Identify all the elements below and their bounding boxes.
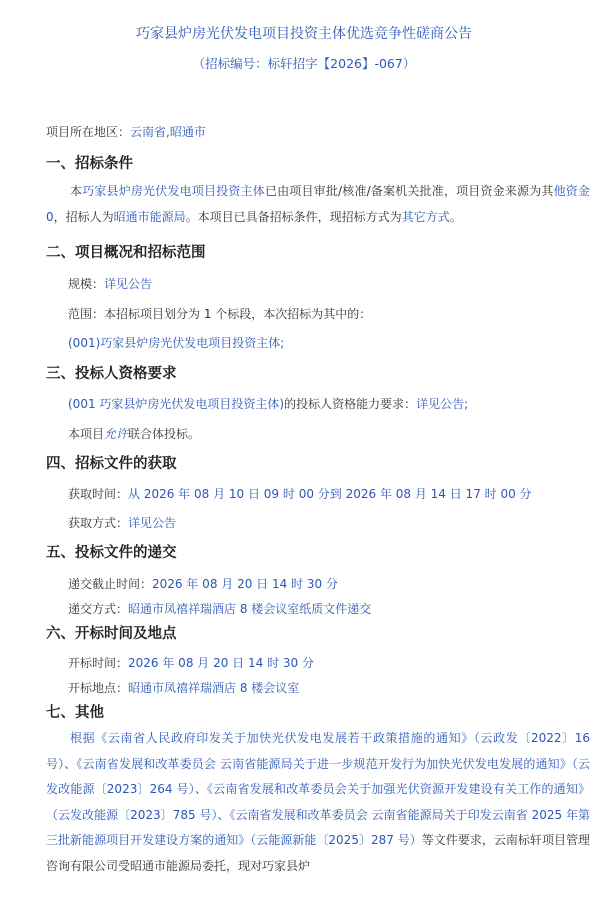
consortium-line [46, 425, 588, 443]
qualification-value: 详见公告; [416, 397, 469, 411]
scope-line: 范围：本招标项目划分为 1 个标段，本次招标为其中的： [68, 307, 372, 321]
text-run: 已由项目审批/核准/备案机关批准，项目资金来源 [264, 184, 530, 198]
scale-line [46, 275, 588, 293]
text-run: 本 [70, 184, 83, 198]
opening-time-line [46, 654, 588, 672]
section-1-paragraph [46, 179, 590, 230]
obtain-way-label: 获取方式： [68, 516, 129, 530]
section-5-heading: 五、投标文件的递交 [46, 545, 177, 561]
opening-place-value: 昭通市凤禧祥瑞酒店 8 楼会议室 [128, 681, 300, 695]
tenderer-name: 昭通市能源局 [113, 209, 186, 224]
policy-references: 根据《云南省人民政府印发关于加快光伏发电发展若干政策措施的通知》（云政发〔2022〕16 号）、《云南省发展和改革委员会 云南省能源局关于进一步规范开发行为加快光伏发电发展的通知》（云发改能源〔2023〕264 号）、《云南省发展和改革委员会关于加强光伏资源开发建设有关工作的通知》（云发改能源〔2023〕785 号）、《云南省发展和改革委员会 云南省能源局关于印发云南省 2025 年第三批新能源项目开发建设方案的通知》（云能源新能〔2025〕287 号） [46, 731, 590, 847]
text-run: 。 [449, 209, 462, 224]
section-2-heading: 二、项目概况和招标范围 [46, 245, 206, 261]
project-name: 巧家县炉房光伏发电项目投资主体 [82, 184, 265, 198]
section-4-heading: 四、招标文件的获取 [46, 456, 177, 472]
section-7-paragraph [46, 726, 590, 879]
obtain-way-line [46, 514, 588, 532]
location-value: 云南省,昭通市 [130, 125, 206, 139]
text-run: 。本项目已具备招标条件，现招标方式为 [185, 209, 402, 224]
deadline-value: 2026 年 08 月 20 日 14 时 30 分 [152, 577, 338, 591]
lot-item: (001)巧家县炉房光伏发电项目投资主体; [68, 336, 285, 350]
location-label: 项目所在地区： [46, 125, 131, 139]
opening-place-label: 开标地点： [68, 681, 129, 695]
text-run: 的投标人资格能力要求： [284, 397, 417, 411]
lot-reference: (001 巧家县炉房光伏发电项目投资主体) [68, 397, 285, 411]
text-run: 等文件要求，云南标轩项目管理咨询有限公司受昭通市能源局委托，现对巧家县炉 [46, 833, 590, 873]
section-3-heading: 三、投标人资格要求 [46, 366, 177, 382]
section-7-heading: 七、其他 [46, 705, 104, 721]
opening-time-label: 开标时间： [68, 656, 129, 670]
scale-value: 详见公告 [104, 277, 153, 291]
section-6-heading: 六、开标时间及地点 [46, 626, 177, 642]
submission-deadline-line [46, 575, 588, 593]
consortium-allowed: 允许 [104, 427, 129, 441]
opening-time-value: 2026 年 08 月 20 日 14 时 30 分 [128, 656, 314, 670]
obtain-time-line [46, 485, 588, 503]
section-1-heading: 一、招标条件 [46, 156, 133, 172]
deadline-label: 递交截止时间： [68, 577, 153, 591]
obtain-time-value: 从 2026 年 08 月 10 日 09 时 00 分到 2026 年 08 月 14 日 17 时 00 分 [128, 487, 532, 501]
qualification-line [46, 395, 588, 413]
obtain-way-value: 详见公告 [128, 516, 177, 530]
opening-place-line [46, 679, 588, 697]
notice-number: （招标编号：标轩招字【2026】-067） [192, 56, 416, 71]
submission-way-line [46, 600, 588, 618]
text-run: ，招标人为 [53, 209, 114, 224]
fund-source: 他资金 0 [46, 184, 590, 224]
tender-method: 其它方式 [401, 209, 450, 224]
submission-way-label: 递交方式： [68, 602, 129, 616]
obtain-time-label: 获取时间： [68, 487, 129, 501]
notice-title: 巧家县炉房光伏发电项目投资主体优选竞争性磋商公告 [136, 26, 472, 42]
text-run: 联合体投标。 [128, 427, 201, 441]
submission-way-value: 昭通市凤禧祥瑞酒店 8 楼会议室纸质文件递交 [128, 602, 372, 616]
text-run: 本项目 [68, 427, 105, 441]
scale-label: 规模： [68, 277, 105, 291]
project-location [46, 123, 588, 141]
text-run: 为其 [529, 184, 554, 198]
